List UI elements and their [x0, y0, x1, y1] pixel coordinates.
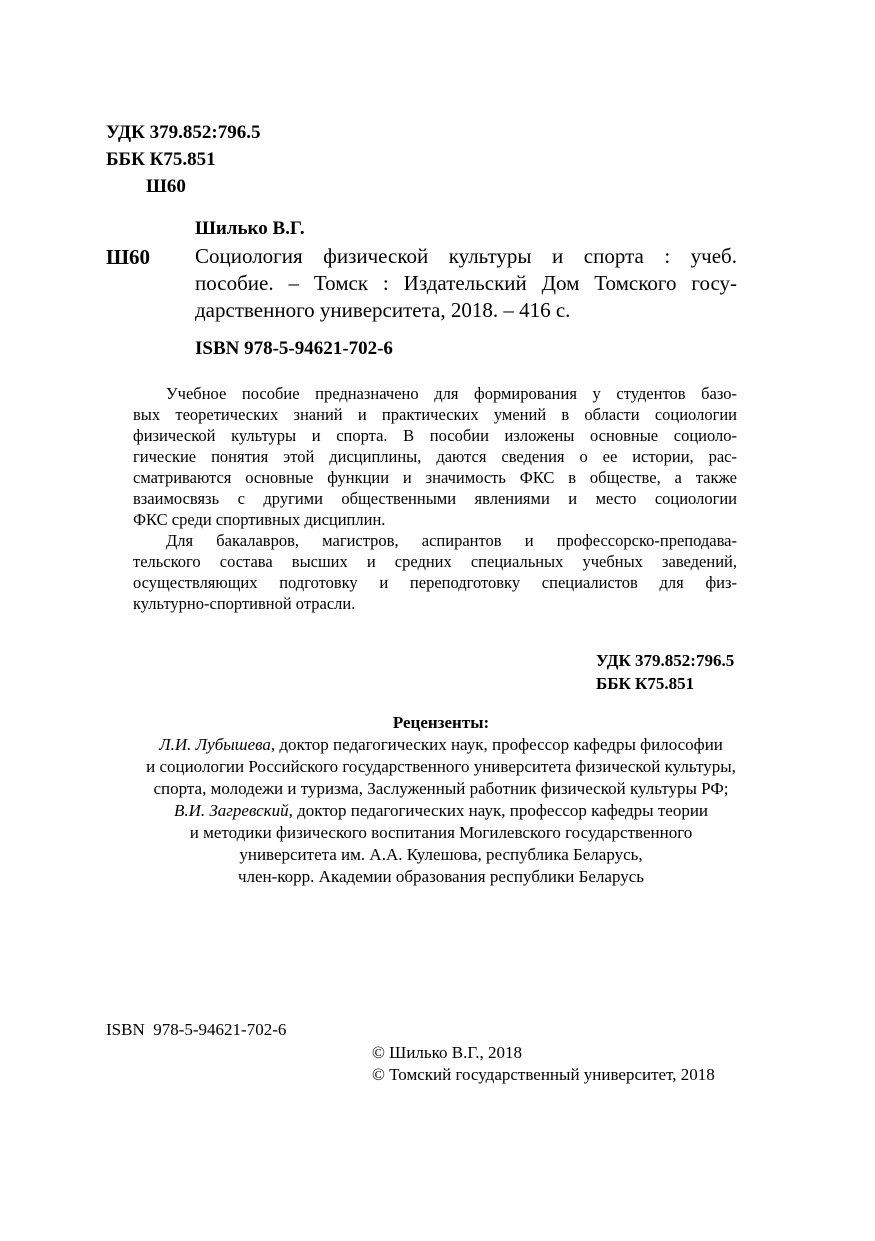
annotation-line: сматриваются основные функции и значимость ФКС в обществе, а также: [133, 468, 737, 487]
annotation: [133, 383, 737, 614]
udk-code: УДК 379.852:796.5: [106, 122, 261, 143]
reviewer-line: [106, 734, 776, 756]
reviewer-line: и социологии Российского государственного университета физической культуры,: [146, 757, 736, 776]
record-code: Ш60: [106, 245, 151, 269]
reviewer-text: , доктор педагогических наук, профессор кафедры теории: [288, 801, 709, 820]
reviewers-block: [106, 712, 776, 888]
bbk-code: ББК К75.851: [596, 674, 695, 693]
copyright-university: © Томский государственный университет, 2018: [372, 1065, 715, 1084]
reviewer-line: член-корр. Академии образования республики Беларусь: [237, 867, 645, 886]
header-classification: [106, 119, 260, 200]
bibliographic-description: [195, 243, 737, 324]
footer-isbn: ISBN 978-5-94621-702-6: [106, 1020, 287, 1039]
classification-right: [596, 649, 734, 695]
copyright-author: © Шилько В.Г., 2018: [372, 1043, 523, 1062]
reviewers-title: Рецензенты:: [392, 713, 490, 732]
annotation-line: Учебное пособие предназначено для формирования у студентов базо-: [166, 384, 737, 403]
biblio-line: дарственного университета, 2018. – 416 с.: [195, 298, 571, 322]
annotation-line: физической культуры и спорта. В пособии изложены основные социоло-: [133, 426, 737, 445]
annotation-line: гические понятия этой дисциплины, даются сведения о ее истории, рас-: [133, 447, 737, 466]
biblio-line: Социология физической культуры и спорта : учеб.: [195, 244, 737, 268]
udk-code: УДК 379.852:796.5: [596, 651, 735, 670]
copyright-block: [372, 1042, 715, 1086]
reviewer-text: , доктор педагогических наук, профессор кафедры философии: [270, 735, 723, 754]
record-author: Шилько В.Г.: [195, 218, 305, 239]
reviewer-line: и методики физического воспитания Могилевского государственного: [189, 823, 693, 842]
record-isbn: ISBN 978-5-94621-702-6: [195, 338, 393, 359]
annotation-line: взаимосвязь с другими общественными явлениями и место социологии: [133, 489, 737, 508]
annotation-line: Для бакалавров, магистров, аспирантов и профессорско-преподава-: [166, 531, 737, 550]
biblio-line: пособие. – Томск : Издательский Дом Томского госу-: [195, 271, 737, 295]
bbk-code: ББК К75.851: [106, 149, 216, 170]
annotation-line: осуществляющих подготовку и переподготовку специалистов для физ-: [133, 573, 737, 592]
reviewer-line: университета им. А.А. Кулешова, республика Беларусь,: [239, 845, 643, 864]
author-mark: Ш60: [146, 176, 186, 197]
annotation-line: вых теоретических знаний и практических умений в области социологии: [133, 405, 737, 424]
annotation-line: тельского состава высших и средних специальных учебных заведений,: [133, 552, 737, 571]
annotation-line: культурно-спортивной отрасли.: [133, 594, 356, 613]
annotation-line: ФКС среди спортивных дисциплин.: [133, 510, 386, 529]
reviewer-name: В.И. Загревский: [173, 801, 289, 820]
reviewer-name: Л.И. Лубышева: [159, 735, 271, 754]
reviewer-line: спорта, молодежи и туризма, Заслуженный работник физической культуры РФ;: [153, 779, 729, 798]
reviewer-line: [106, 800, 776, 822]
